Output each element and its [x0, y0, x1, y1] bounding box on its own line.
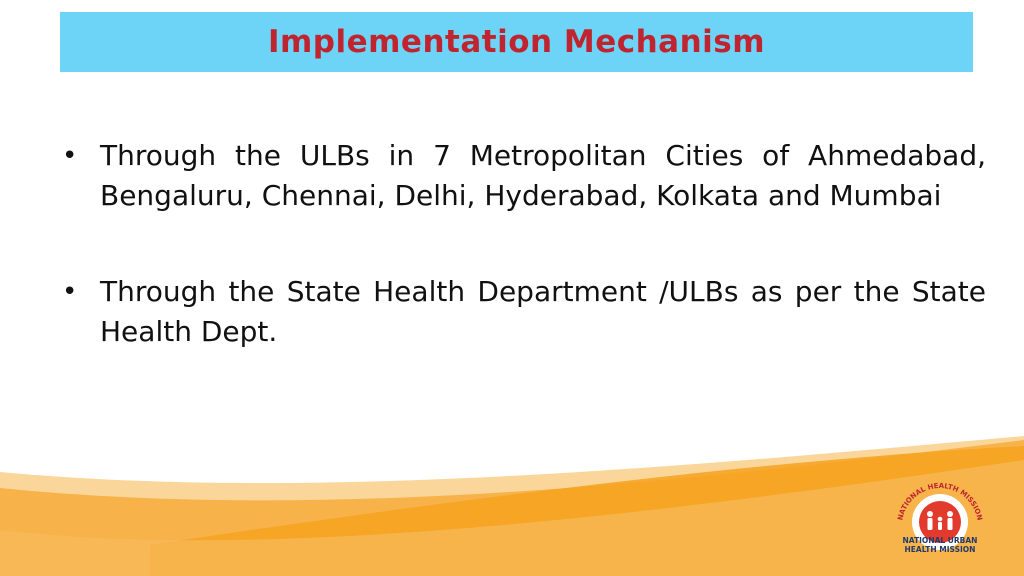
bullet-text: Through the ULBs in 7 Metropolitan Cities of Ahmedabad, Bengaluru, Chennai, Delhi, Hyderabad, Kolkata and Mumbai	[100, 139, 986, 212]
bullet-dot-icon: •	[62, 141, 78, 171]
bullet-text: Through the State Health Department /ULBs as per the State Health Dept.	[100, 275, 986, 348]
logo-caption	[882, 536, 998, 554]
svg-text:NATIONAL HEALTH MISSION: NATIONAL HEALTH MISSION	[896, 482, 984, 522]
bullet-dot-icon: •	[62, 277, 78, 307]
logo-name-line2: HEALTH MISSION	[904, 545, 976, 554]
logo-name-line1: NATIONAL URBAN	[902, 536, 978, 545]
slide-title: Implementation Mechanism	[267, 24, 766, 60]
